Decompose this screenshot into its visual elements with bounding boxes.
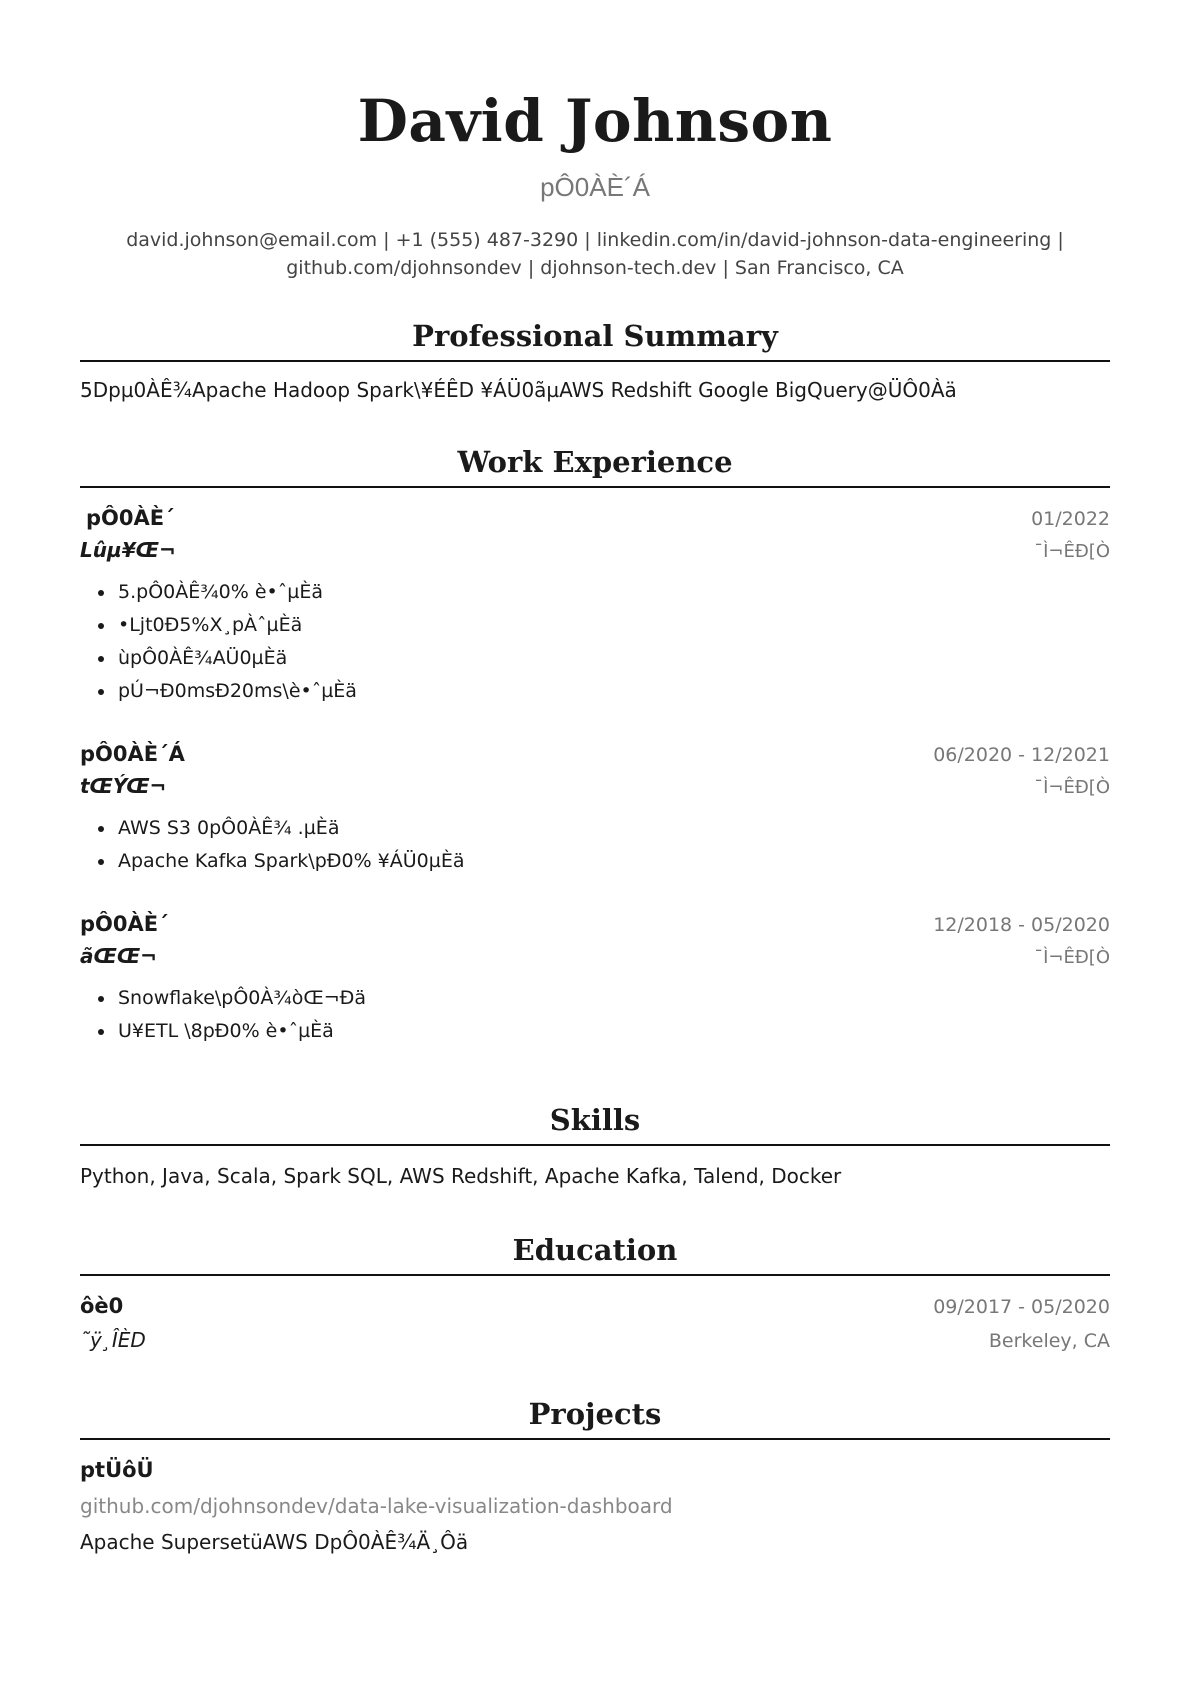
summary-text: 5Dpµ0ÀÊ¾Apache Hadoop Spark\¥ÉÊD ¥ÁÜ0ãµAWS Redshift Google BigQuery@ÜÔ0Àä bbox=[80, 378, 957, 402]
job-company: tŒÝŒ¬ bbox=[80, 774, 167, 798]
job-bullet: • Apache Kafka Spark\pÐ0% ¥ÁÜ0µÈä bbox=[116, 845, 1110, 878]
job-entry bbox=[80, 912, 1110, 1048]
job-company: ãŒŒ¬ bbox=[80, 944, 157, 968]
job-bullet: • 5.pÔ0ÀÊ¾0% è•ˆµÈä bbox=[116, 576, 1110, 609]
education-school: ôè0 bbox=[80, 1294, 124, 1318]
experience-heading: Work Experience bbox=[80, 444, 1110, 488]
experience-section bbox=[80, 444, 1110, 1048]
projects-section bbox=[80, 1396, 1110, 1554]
education-location: Berkeley, CA bbox=[988, 1330, 1110, 1352]
job-location: ¯Ì¬ÊÐ[Ò bbox=[1034, 541, 1110, 562]
job-location: ¯Ì¬ÊÐ[Ò bbox=[1034, 777, 1110, 798]
job-company: Lûµ¥Œ¬ bbox=[80, 538, 176, 562]
resume-page bbox=[80, 0, 1110, 1554]
summary-heading: Professional Summary bbox=[80, 318, 1110, 362]
candidate-headline: pÔ0ÀÈ´Á bbox=[540, 172, 650, 202]
job-entry bbox=[80, 506, 1110, 708]
job-bullet: • ùpÔ0ÀÊ¾AÜ0µÈä bbox=[116, 642, 1110, 675]
job-bullet: • •Ljt0Ð5%X¸pÀˆµÈä bbox=[116, 609, 1110, 642]
education-date: 09/2017 - 05/2020 bbox=[933, 1296, 1110, 1318]
skills-heading: Skills bbox=[80, 1102, 1110, 1146]
summary-section bbox=[80, 318, 1110, 402]
contact-info bbox=[80, 226, 1110, 282]
job-bullets bbox=[80, 576, 1110, 708]
education-section bbox=[80, 1232, 1110, 1352]
project-description: Apache SupersetüAWS DpÔ0ÀÊ¾Ä¸Ôä bbox=[80, 1530, 469, 1554]
job-bullet: • U¥ETL \8pÐ0% è•ˆµÈä bbox=[116, 1015, 1110, 1048]
education-degree: ˜ÿ¸ÎÈD bbox=[80, 1328, 146, 1352]
job-bullets bbox=[80, 982, 1110, 1048]
job-date: 01/2022 bbox=[1031, 508, 1110, 530]
job-bullet: • pÚ¬Ð0msÐ20ms\è•ˆµÈä bbox=[116, 675, 1110, 708]
candidate-name: David Johnson bbox=[357, 87, 833, 155]
project-name: ptÜôÜ bbox=[80, 1458, 154, 1482]
job-title: pÔ0ÀÈ´Á bbox=[80, 742, 185, 766]
skills-text: Python, Java, Scala, Spark SQL, AWS Redshift, Apache Kafka, Talend, Docker bbox=[80, 1164, 842, 1188]
contact-line-1: david.johnson@email.com | +1 (555) 487-3290 | linkedin.com/in/david-johnson-data-engineering | bbox=[126, 229, 1064, 251]
project-link[interactable]: github.com/djohnsondev/data-lake-visualization-dashboard bbox=[80, 1494, 673, 1518]
job-date: 06/2020 - 12/2021 bbox=[933, 744, 1110, 766]
skills-section bbox=[80, 1102, 1110, 1188]
job-bullet: • AWS S3 0pÔ0ÀÊ¾ .µÈä bbox=[116, 812, 1110, 845]
job-date: 12/2018 - 05/2020 bbox=[933, 914, 1110, 936]
contact-line-2: github.com/djohnsondev | djohnson-tech.dev | San Francisco, CA bbox=[286, 257, 904, 279]
projects-heading: Projects bbox=[80, 1396, 1110, 1440]
job-entry bbox=[80, 742, 1110, 878]
education-heading: Education bbox=[80, 1232, 1110, 1276]
job-title: pÔ0ÀÈ´ bbox=[86, 506, 175, 530]
job-location: ¯Ì¬ÊÐ[Ò bbox=[1034, 947, 1110, 968]
job-title: pÔ0ÀÈ´ bbox=[80, 912, 169, 936]
job-bullet: • Snowflake\pÔ0À¾òŒ¬Ðä bbox=[116, 982, 1110, 1015]
job-bullets bbox=[80, 812, 1110, 878]
